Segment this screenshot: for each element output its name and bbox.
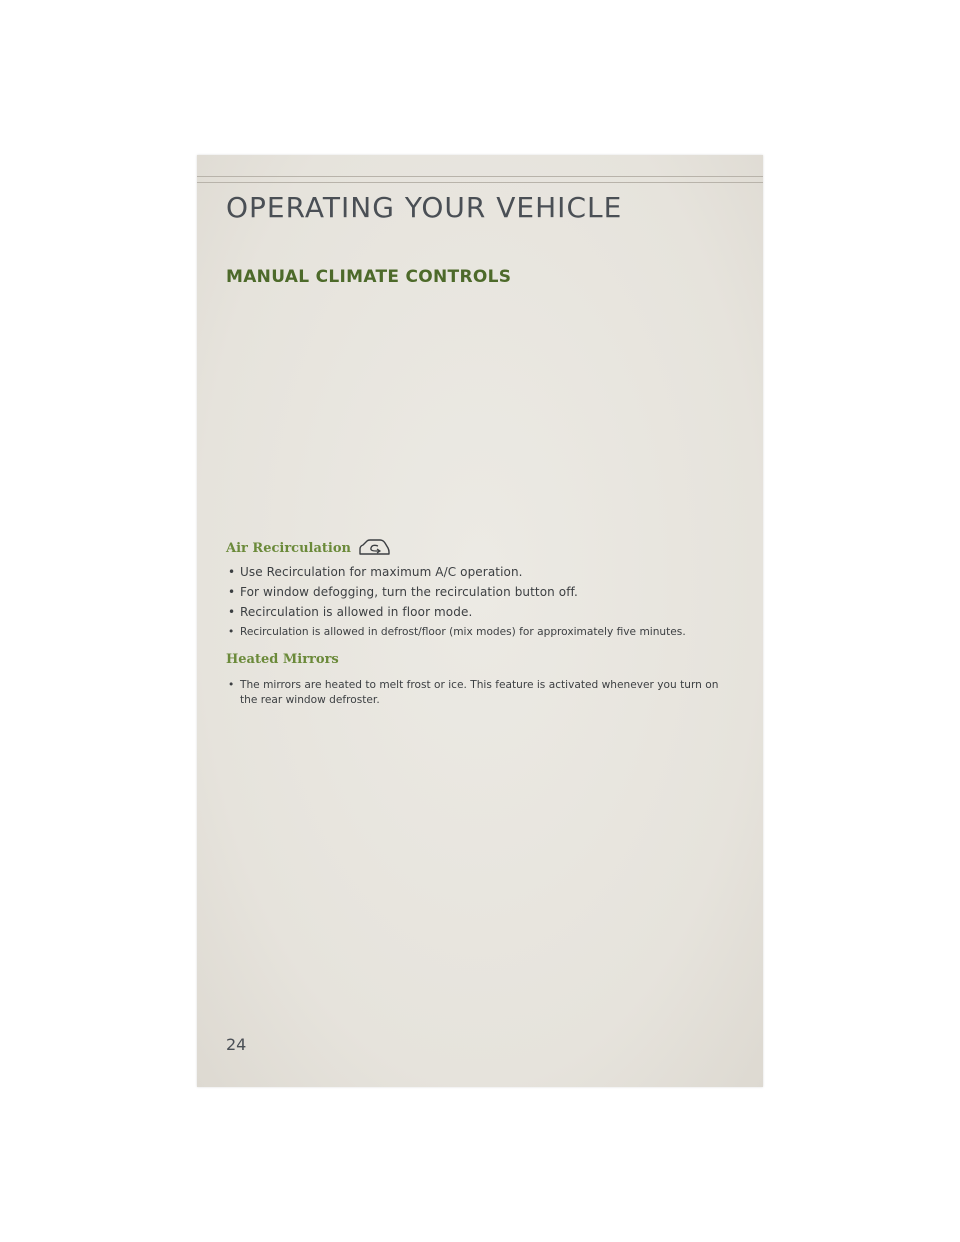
- recirculation-icon: [357, 538, 391, 558]
- header-rule-top: [197, 176, 763, 177]
- header-rule-bottom: [197, 182, 763, 183]
- air-recirculation-list: [226, 565, 686, 645]
- page-number: 24: [226, 1035, 247, 1054]
- list-item: • Recirculation is allowed in defrost/floor (mix modes) for approximately five minutes.: [226, 625, 686, 640]
- manual-page: [197, 155, 763, 1087]
- air-recirculation-heading: [226, 538, 391, 558]
- list-item: • The mirrors are heated to melt frost or ice. This feature is activated whenever you turn on the rear window defroster.: [226, 678, 720, 708]
- heated-mirrors-heading: [226, 652, 339, 667]
- list-item: • Recirculation is allowed in floor mode.: [226, 605, 686, 620]
- chapter-title: OPERATING YOUR VEHICLE: [226, 191, 623, 224]
- section-title: MANUAL CLIMATE CONTROLS: [226, 267, 512, 287]
- list-item: • Use Recirculation for maximum A/C operation.: [226, 565, 686, 580]
- air-recirculation-heading-text: Air Recirculation: [226, 540, 351, 556]
- heated-mirrors-heading-text: Heated Mirrors: [226, 652, 339, 667]
- list-item: • For window defogging, turn the recirculation button off.: [226, 585, 686, 600]
- heated-mirrors-list: [226, 678, 720, 713]
